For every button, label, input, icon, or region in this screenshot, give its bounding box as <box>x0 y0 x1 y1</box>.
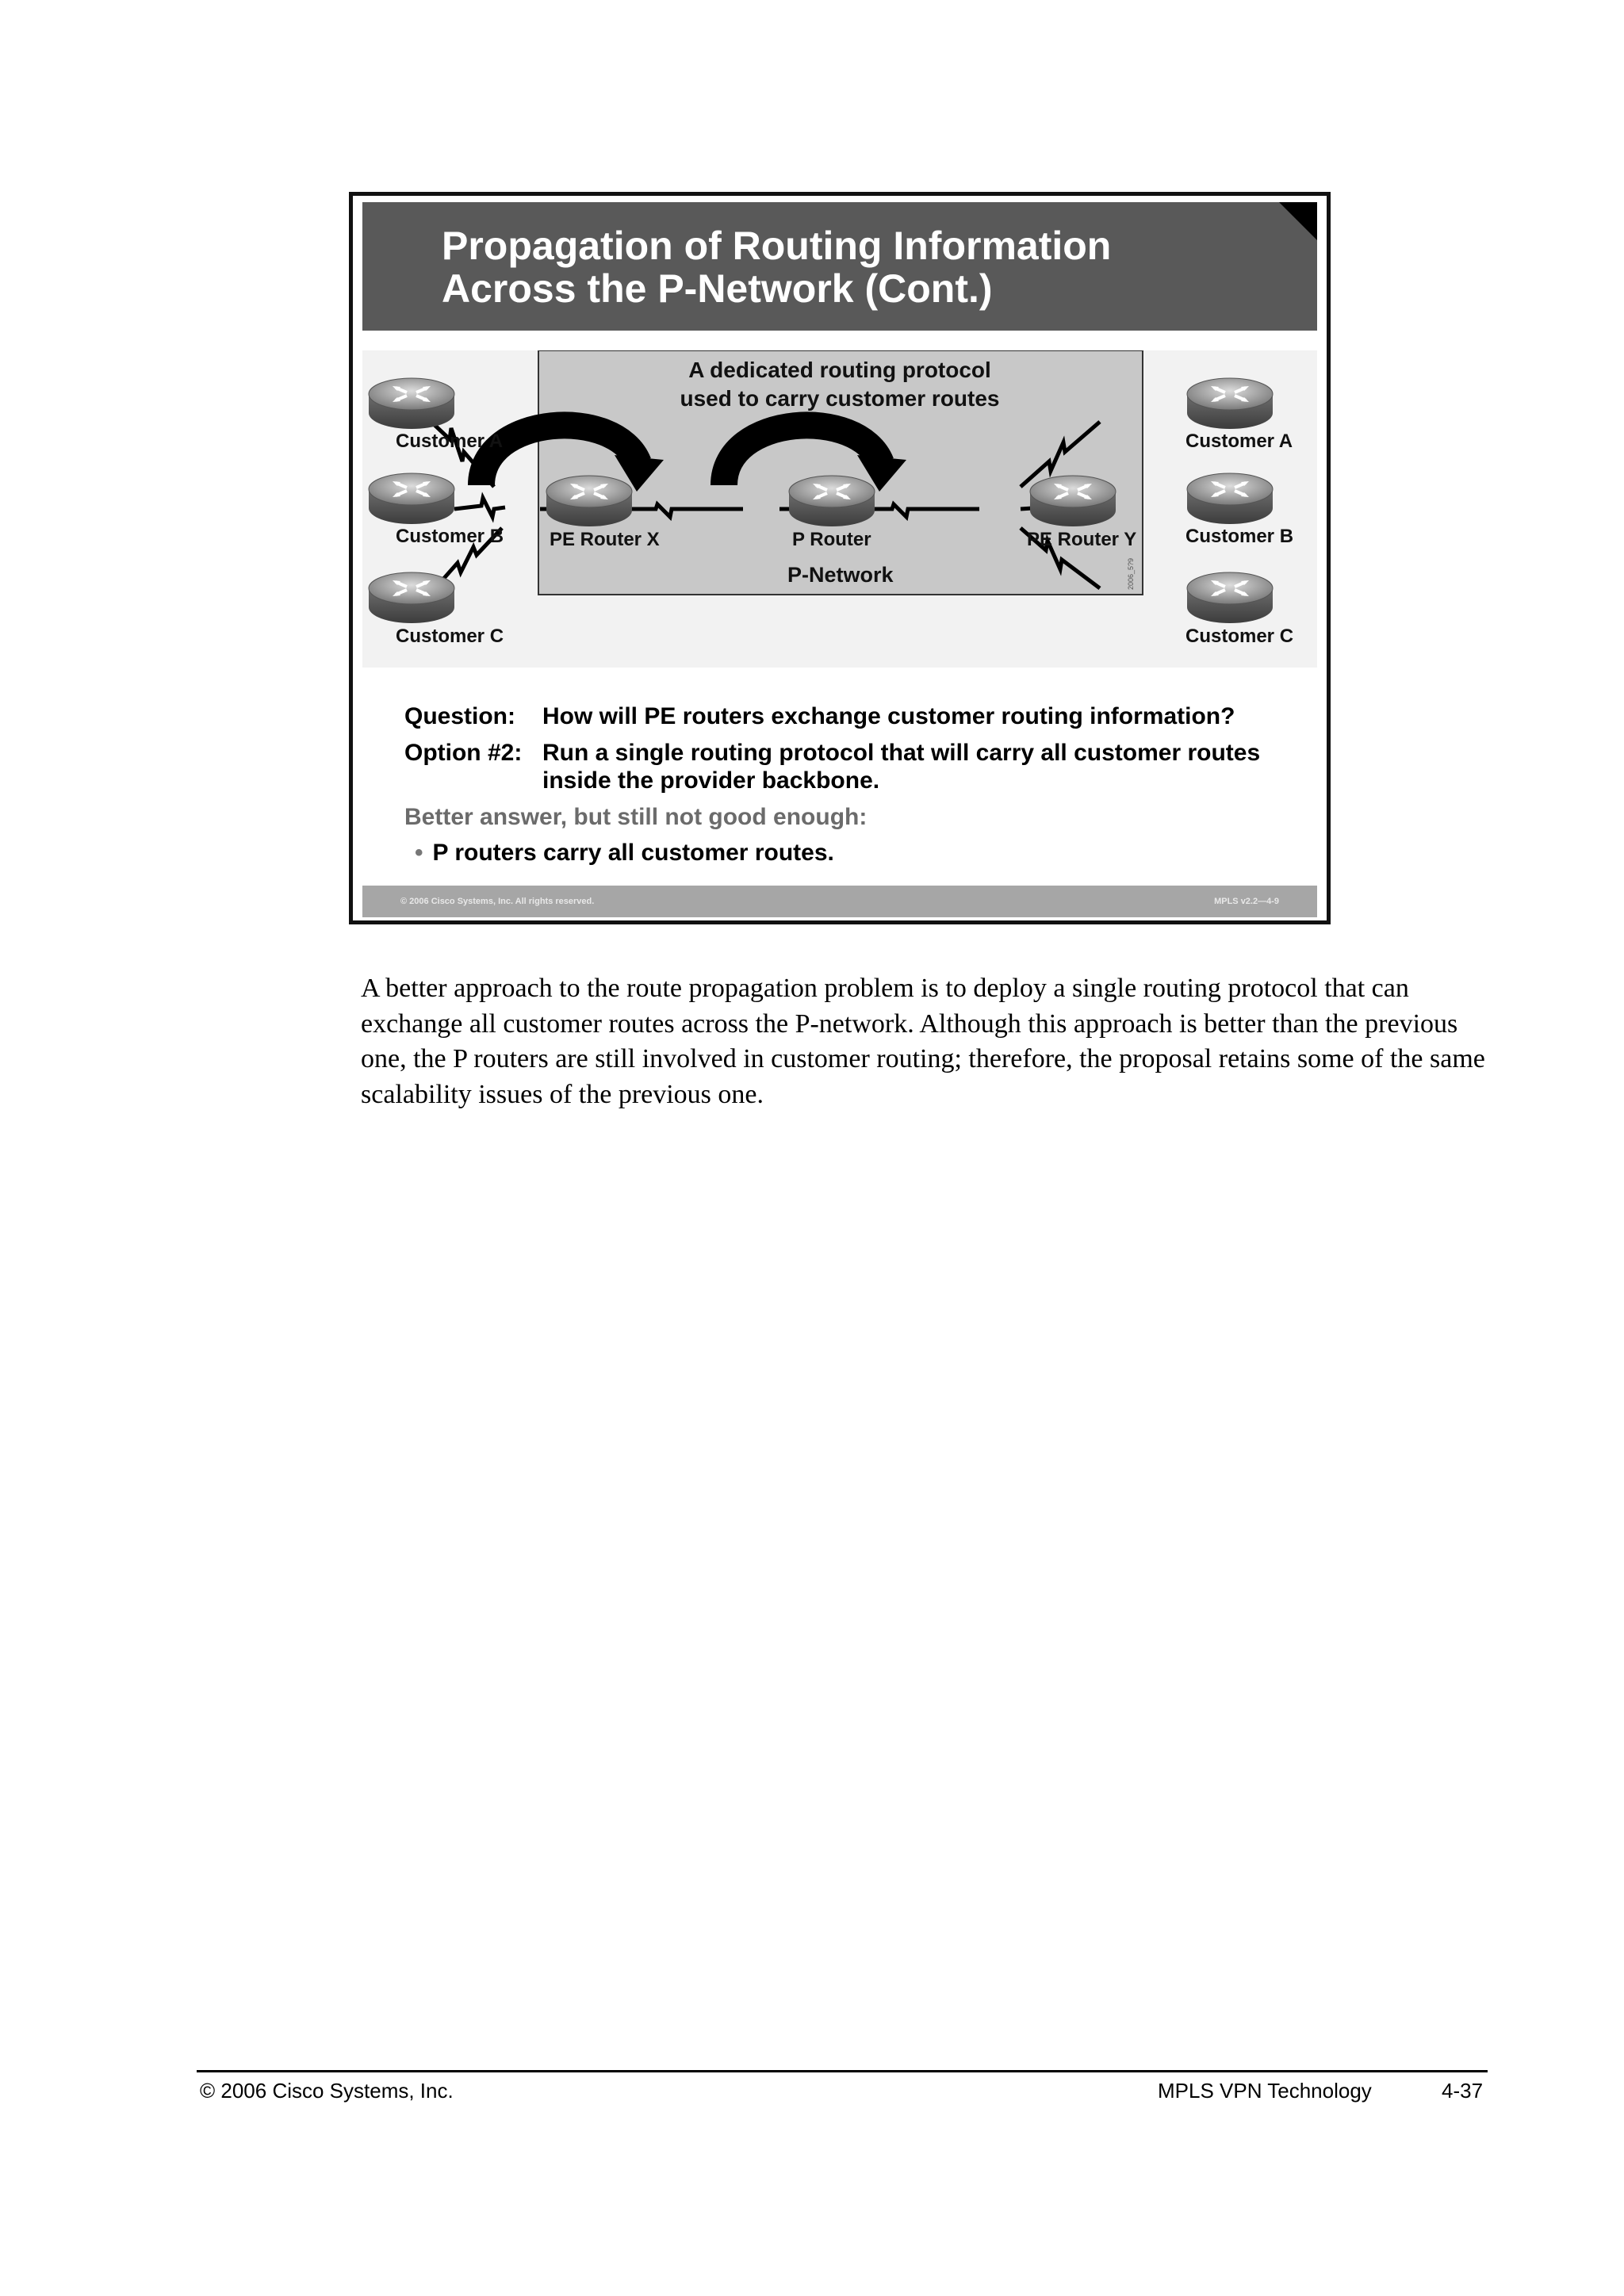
customer-c-left-router-icon <box>369 572 454 623</box>
question-text: How will PE routers exchange customer routing information? <box>542 703 1235 729</box>
label-left-customer-b: Customer B <box>396 526 504 547</box>
page-footer-course: MPLS VPN Technology <box>1158 2079 1372 2103</box>
option-text-line-2: inside the provider backbone. <box>542 767 880 794</box>
label-pe-router-x: PE Router X <box>550 529 660 550</box>
slide-title-line-1: Propagation of Routing Information <box>442 224 1112 268</box>
label-right-customer-a: Customer A <box>1185 430 1293 452</box>
customer-b-left-router-icon <box>369 473 454 524</box>
pe-router-y-icon <box>1030 476 1116 526</box>
label-p-network: P-Network <box>787 563 894 587</box>
customer-a-left-router-icon <box>369 378 454 429</box>
question-label: Question: <box>404 703 515 729</box>
footer-rule <box>197 2070 1488 2072</box>
pe-router-x-icon <box>546 476 632 526</box>
customer-a-right-router-icon <box>1187 378 1273 429</box>
slide-title-line-2: Across the P-Network (Cont.) <box>442 266 993 311</box>
body-paragraph: A better approach to the route propagation problem is to deploy a single routing protocol that can exchange all customer routes across the P-network. Although this approach is better than the previous one, the P routers are still involved in customer routing; therefore, the proposal retains some of the same scalability issues of the previous one. <box>361 974 1485 1109</box>
label-right-customer-c: Customer C <box>1185 626 1294 647</box>
option-text-line-1: Run a single routing protocol that will carry all customer routes <box>542 740 1261 766</box>
option-label: Option #2: <box>404 740 523 766</box>
slide-header <box>362 202 1317 331</box>
page-number: 4-37 <box>1442 2079 1484 2103</box>
bullet-dot-icon: • <box>415 840 423 866</box>
slide-footer-copyright: © 2006 Cisco Systems, Inc. All rights reserved. <box>400 897 595 906</box>
p-router-icon <box>789 476 875 526</box>
slide-corner-decoration <box>1279 202 1317 240</box>
label-pe-router-y: PE Router Y <box>1027 529 1137 550</box>
customer-c-right-router-icon <box>1187 572 1273 623</box>
bullet-text: P routers carry all customer routes. <box>432 840 834 866</box>
label-right-customer-b: Customer B <box>1185 526 1294 547</box>
page-footer-copyright: © 2006 Cisco Systems, Inc. <box>200 2079 454 2103</box>
banner-line-2: used to carry customer routes <box>680 386 1000 411</box>
bullet-item <box>415 840 834 867</box>
figure-id: 2006_5?9 <box>1127 557 1135 590</box>
customer-b-right-router-icon <box>1187 473 1273 524</box>
slide-footer-bar <box>362 886 1317 917</box>
slide-footer-version: MPLS v2.2—4-9 <box>1214 897 1279 906</box>
label-left-customer-a: Customer A <box>396 430 504 452</box>
slide <box>349 192 1331 924</box>
banner-line-1: A dedicated routing protocol <box>688 358 991 382</box>
label-left-customer-c: Customer C <box>396 626 504 647</box>
better-answer-text: Better answer, but still not good enough: <box>404 804 868 830</box>
label-p-router: P Router <box>792 529 871 550</box>
